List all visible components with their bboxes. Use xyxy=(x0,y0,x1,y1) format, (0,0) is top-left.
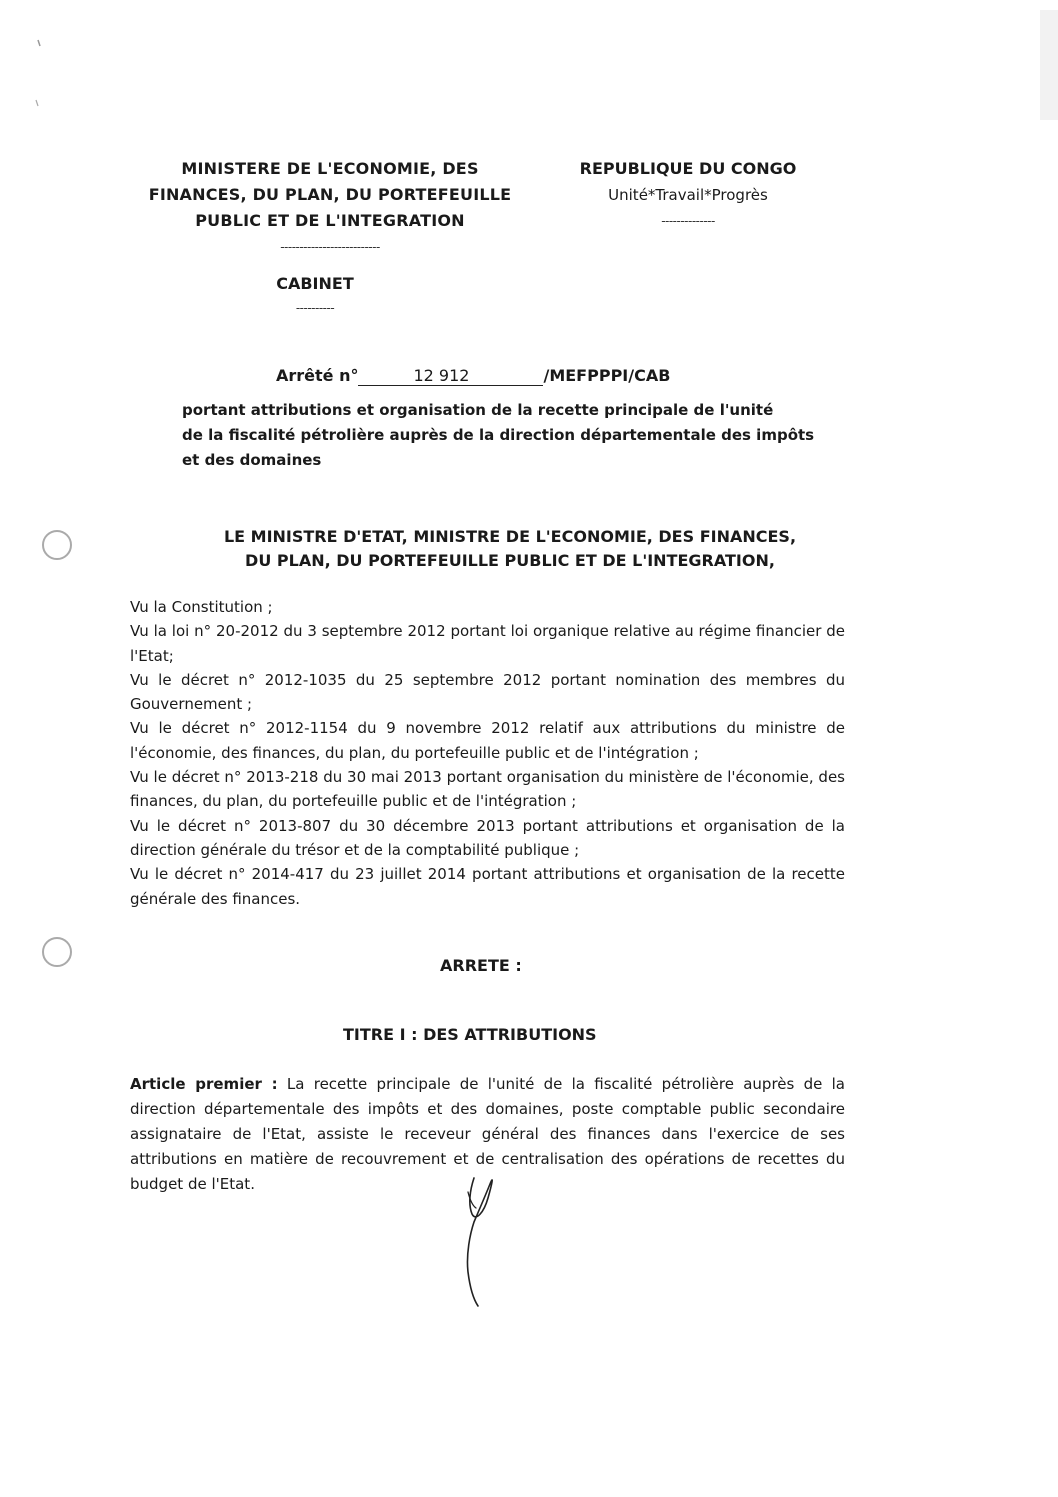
article-text: La recette principale de l'unité de la fiscalité pétrolière auprès de la direction départementale des impôts et des domaines, poste comptable public secondaire assignataire de l'Etat, assiste le receveur général des finances dans l'exercice de ses attributions en matière de recouvrement et de centralisation des opérations de recettes du budget de l'Etat. xyxy=(130,1075,845,1193)
visa-item: Vu le décret n° 2012-1035 du 25 septembre 2012 portant nomination des membres du Gouvernement ; xyxy=(130,670,845,714)
signature-initials xyxy=(440,1170,520,1310)
arrete-heading: ARRETE : xyxy=(440,956,522,975)
punch-hole-top xyxy=(42,530,72,560)
arrete-number-line xyxy=(276,366,670,386)
subject-line: de la fiscalité pétrolière auprès de la direction départementale des impôts xyxy=(182,426,815,444)
minister-line: LE MINISTRE D'ETAT, MINISTRE DE L'ECONOMIE, DES FINANCES, xyxy=(223,527,797,546)
titre-heading: TITRE I : DES ATTRIBUTIONS xyxy=(343,1025,597,1044)
visa-item: Vu la loi n° 20-2012 du 3 septembre 2012 portant loi organique relative au régime financier de l'Etat; xyxy=(130,622,845,665)
cabinet-label: CABINET xyxy=(276,274,354,293)
republic-header xyxy=(568,156,808,234)
ministry-line: FINANCES, DU PLAN, DU PORTEFEUILLE xyxy=(148,185,512,204)
visa-list xyxy=(130,595,845,911)
arrete-subject xyxy=(182,398,842,473)
republic-separator: -------------- xyxy=(661,214,715,228)
ministry-line: PUBLIC ET DE L'INTEGRATION xyxy=(195,211,465,230)
republic-name: REPUBLIQUE DU CONGO xyxy=(579,159,797,178)
cabinet-heading xyxy=(230,272,400,320)
minister-line: DU PLAN, DU PORTEFEUILLE PUBLIC ET DE L'INTEGRATION, xyxy=(245,551,775,570)
visa-item: Vu la Constitution ; xyxy=(130,598,273,616)
arrete-suffix: /MEFPPPI/CAB xyxy=(543,366,671,385)
ministry-separator: -------------------------- xyxy=(280,240,380,254)
minister-title xyxy=(160,525,860,573)
article-label: Article premier : xyxy=(130,1075,278,1093)
cabinet-separator: ---------- xyxy=(295,301,335,315)
visa-item: Vu le décret n° 2012-1154 du 9 novembre 2012 relatif aux attributions du ministre de l'économie, des finances, du plan, du portefeuille public et de l'intégration ; xyxy=(130,719,845,762)
republic-motto: Unité*Travail*Progrès xyxy=(608,186,768,204)
ministry-line: MINISTERE DE L'ECONOMIE, DES xyxy=(181,159,479,178)
arrete-number: 12 912 xyxy=(358,366,543,386)
subject-line: portant attributions et organisation de la recette principale de l'unité xyxy=(182,401,774,419)
visa-item: Vu le décret n° 2013-218 du 30 mai 2013 portant organisation du ministère de l'économie, des finances, du plan, du portefeuille public et de l'intégration ; xyxy=(130,768,845,811)
subject-line: et des domaines xyxy=(182,451,322,469)
visa-item: Vu le décret n° 2013-807 du 30 décembre 2013 portant attributions et organisation de la direction générale du trésor et de la comptabilité publique ; xyxy=(130,816,845,859)
ministry-header xyxy=(130,156,530,260)
punch-hole-bottom xyxy=(42,937,72,967)
arrete-prefix: Arrêté n° xyxy=(276,366,359,385)
visa-item: Vu le décret n° 2014-417 du 23 juillet 2014 portant attributions et organisation de la recette générale des finances. xyxy=(130,865,845,908)
